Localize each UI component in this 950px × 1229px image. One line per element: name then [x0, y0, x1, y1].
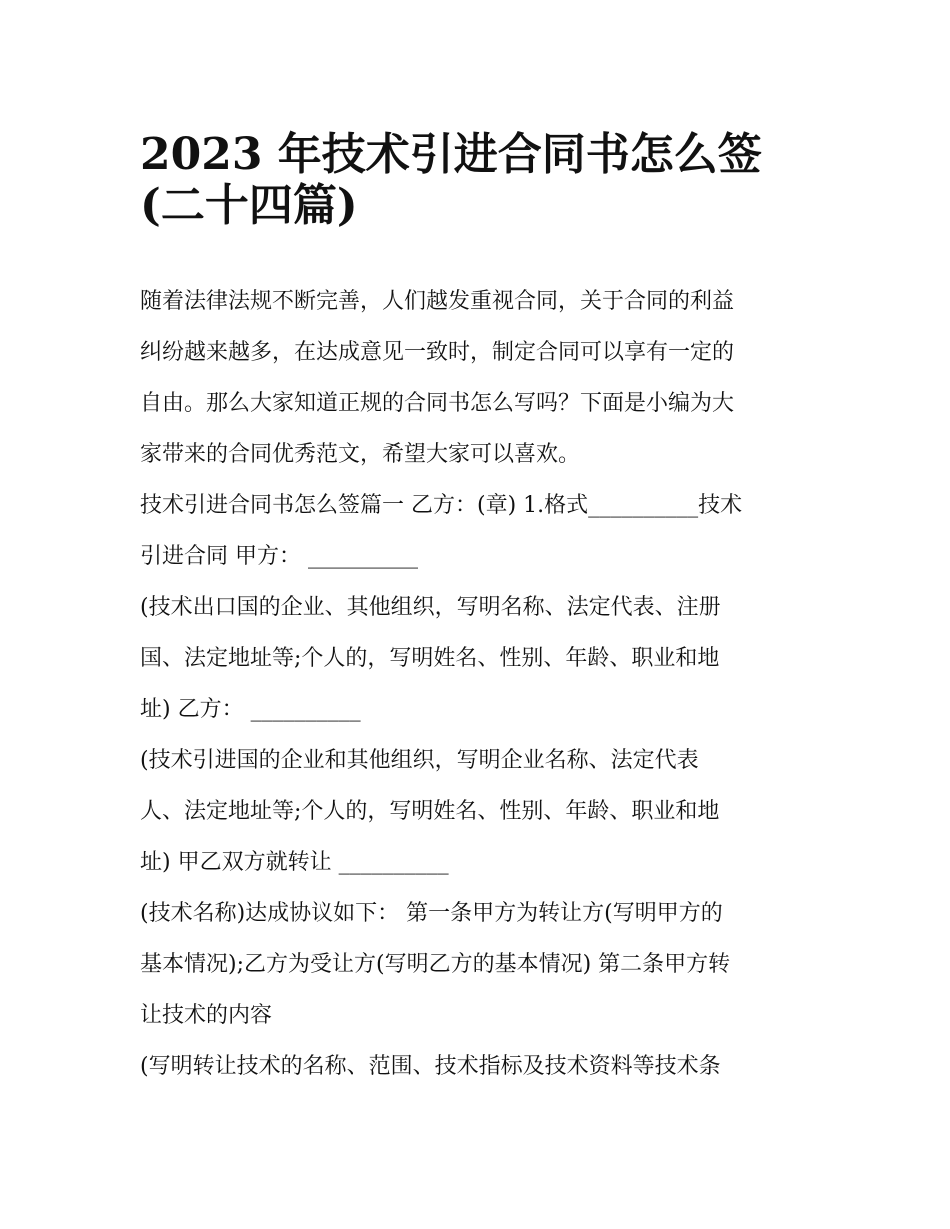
body-line: (技术出口国的企业、其他组织，写明名称、法定代表、注册	[140, 595, 721, 620]
body-line: 纠纷越来越多，在达成意见一致时，制定合同可以享有一定的	[140, 340, 735, 365]
document-body	[140, 276, 840, 1092]
title-line: (二十四篇)	[140, 180, 358, 231]
body-line: 国、法定地址等;个人的，写明姓名、性别、年龄、职业和地	[140, 646, 720, 671]
body-line: 址) 乙方： __________	[140, 697, 361, 722]
body-line: 引进合同 甲方： __________	[140, 544, 418, 569]
title-line: 2023 年技术引进合同书怎么签	[140, 129, 762, 180]
body-line: 自由。那么大家知道正规的合同书怎么写吗？下面是小编为大	[140, 391, 735, 416]
body-line: 让技术的内容	[140, 1003, 273, 1028]
body-line: 基本情况);乙方为受让方(写明乙方的基本情况) 第二条甲方转	[140, 952, 731, 977]
body-line: (技术引进国的企业和其他组织，写明企业名称、法定代表	[140, 748, 699, 773]
body-line: 家带来的合同优秀范文，希望大家可以喜欢。	[140, 442, 581, 467]
body-line: 随着法律法规不断完善，人们越发重视合同，关于合同的利益	[140, 289, 735, 314]
body-line: 人、法定地址等;个人的，写明姓名、性别、年龄、职业和地	[140, 799, 720, 824]
body-line: 技术引进合同书怎么签篇一 乙方：(章) 1.格式__________技术	[140, 493, 743, 518]
body-line: (写明转让技术的名称、范围、技术指标及技术资料等技术条	[140, 1054, 721, 1079]
body-line: 址) 甲乙双方就转让 __________	[140, 850, 449, 875]
body-line: (技术名称)达成协议如下： 第一条甲方为转让方(写明甲方的	[140, 901, 723, 926]
page-title	[140, 116, 820, 231]
